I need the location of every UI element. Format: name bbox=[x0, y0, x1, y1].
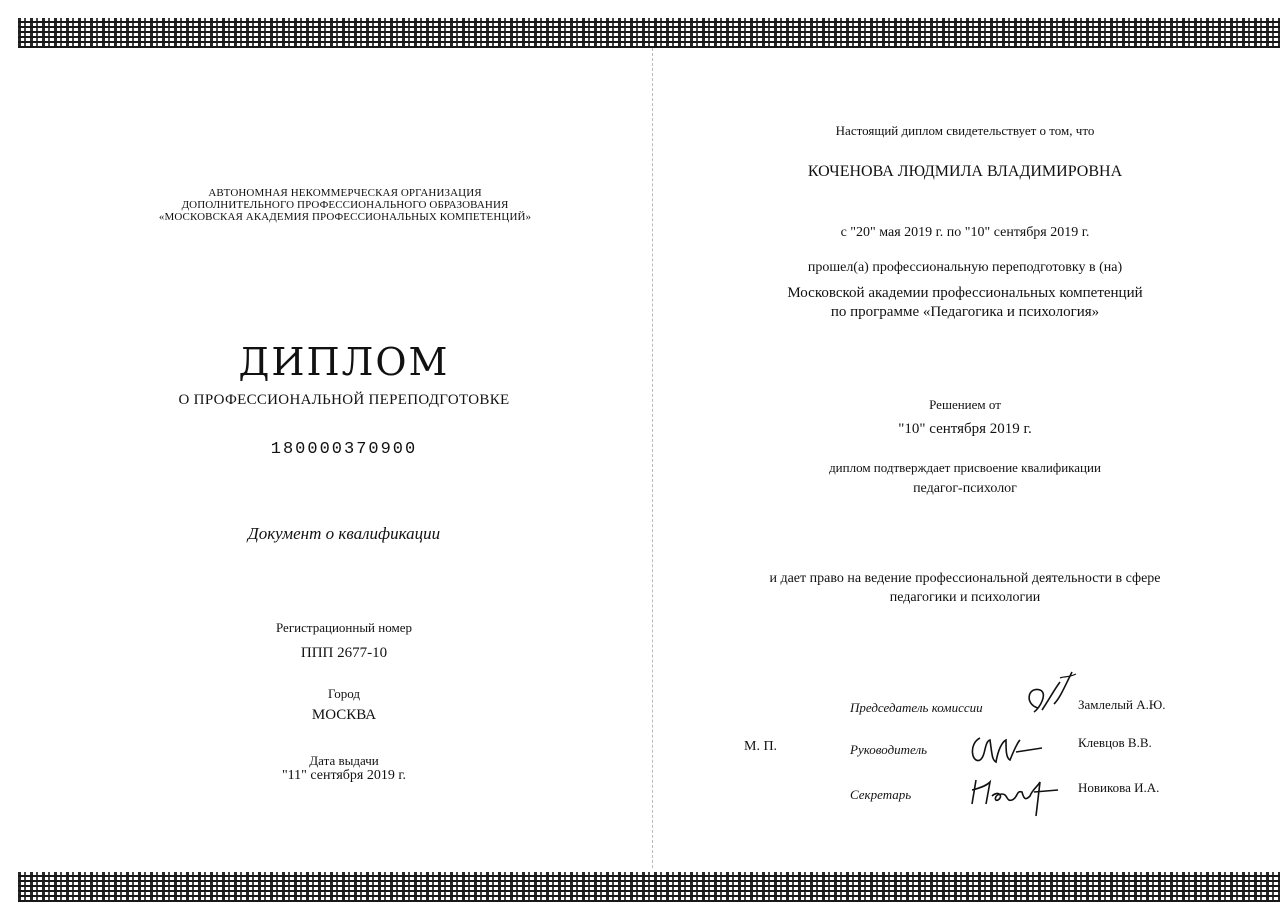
registration-label: Регистрационный номер bbox=[276, 620, 412, 635]
ornamental-border-top bbox=[18, 18, 1280, 48]
issue-date-label: Дата выдачи bbox=[309, 753, 379, 768]
signatory-name-chairman: Замлелый А.Ю. bbox=[1078, 697, 1166, 712]
organization-name bbox=[140, 187, 550, 223]
decision-date: "10" сентября 2019 г. bbox=[898, 421, 1032, 437]
holder-name: КОЧЕНОВА ЛЮДМИЛА ВЛАДИМИРОВНА bbox=[807, 163, 1123, 180]
diploma-serial-number: 180000370900 bbox=[270, 440, 418, 459]
training-statement: прошел(а) профессиональную переподготовку в (на) bbox=[807, 260, 1123, 275]
org-line-2: ДОПОЛНИТЕЛЬНОГО ПРОФЕССИОНАЛЬНОГО ОБРАЗОВАНИЯ bbox=[181, 199, 509, 211]
ornamental-border-bottom bbox=[18, 872, 1280, 902]
registration-number: ППП 2677-10 bbox=[300, 645, 388, 661]
signatory-name-secretary: Новикова И.А. bbox=[1078, 780, 1160, 795]
signature-secretary-icon bbox=[966, 770, 1062, 820]
org-line-1: АВТОНОМНАЯ НЕКОММЕРЧЕСКАЯ ОРГАНИЗАЦИЯ bbox=[208, 187, 482, 199]
training-period: с "20" мая 2019 г. по "10" сентября 2019 г. bbox=[840, 225, 1090, 240]
rights-statement-line-2: педагогики и психологии bbox=[889, 590, 1041, 605]
org-line-3: «МОСКОВСКАЯ АКАДЕМИЯ ПРОФЕССИОНАЛЬНЫХ КОМПЕТЕНЦИЙ» bbox=[158, 211, 532, 223]
city-label: Город bbox=[327, 686, 361, 701]
signature-director-icon bbox=[966, 730, 1046, 770]
signatory-role-director: Руководитель bbox=[850, 742, 928, 757]
page-fold-line bbox=[652, 48, 653, 868]
city-value: МОСКВА bbox=[311, 707, 377, 723]
rights-statement-line-1: и дает право на ведение профессиональной деятельности в сфере bbox=[769, 571, 1161, 586]
qualification-value: педагог-психолог bbox=[913, 481, 1017, 496]
qualification-statement: диплом подтверждает присвоение квалификации bbox=[829, 460, 1101, 475]
program-name: по программе «Педагогика и психология» bbox=[830, 304, 1100, 320]
signatory-role-chairman: Председатель комиссии bbox=[850, 700, 983, 715]
document-type: Документ о квалификации bbox=[247, 524, 441, 543]
decision-label: Решением от bbox=[929, 397, 1001, 412]
issue-date-value: "11" сентября 2019 г. bbox=[281, 768, 407, 783]
signature-chairman-icon bbox=[1020, 668, 1080, 728]
stamp-place: М. П. bbox=[744, 739, 778, 754]
academy-name: Московской академии профессиональных компетенций bbox=[787, 285, 1143, 301]
certify-intro: Настоящий диплом свидетельствует о том, что bbox=[835, 123, 1095, 138]
diploma-subtitle: О ПРОФЕССИОНАЛЬНОЙ ПЕРЕПОДГОТОВКЕ bbox=[178, 392, 510, 408]
signatory-name-director: Клевцов В.В. bbox=[1078, 735, 1152, 750]
signatory-role-secretary: Секретарь bbox=[850, 787, 912, 802]
diploma-title: ДИПЛОМ bbox=[238, 340, 450, 384]
